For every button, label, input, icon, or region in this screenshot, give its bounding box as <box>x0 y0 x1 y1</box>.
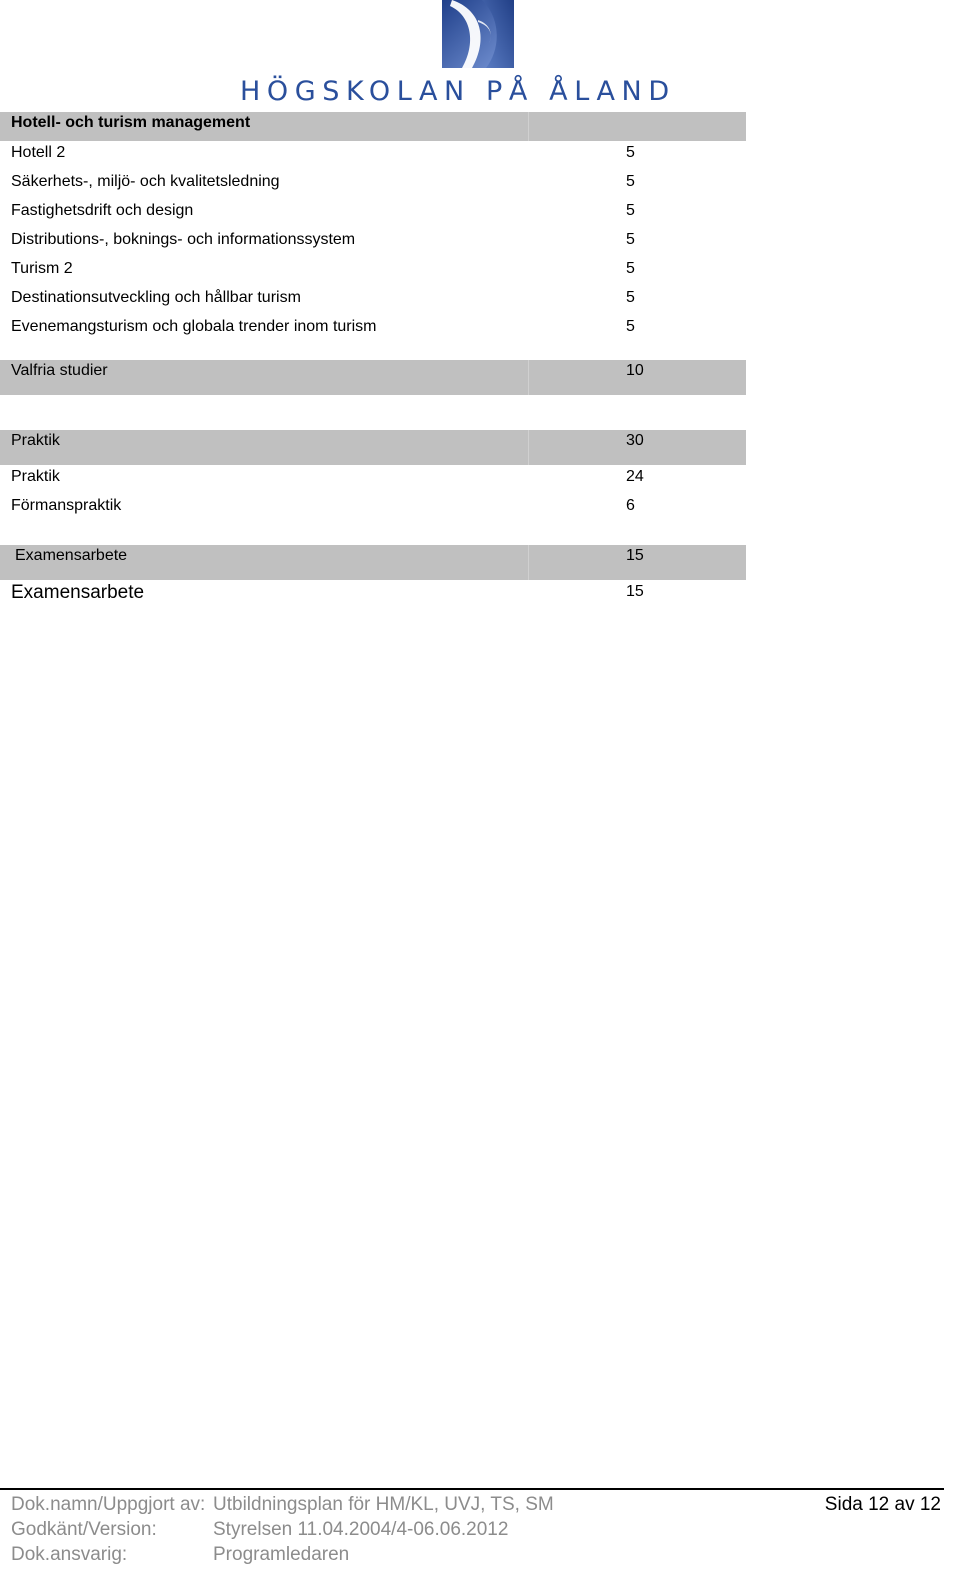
table-row <box>0 580 746 609</box>
footer-divider <box>0 1488 944 1490</box>
course-name: Fastighetsdrift och design <box>11 202 194 219</box>
course-name: Distributions-, boknings- och informationssystem <box>11 231 356 248</box>
course-name: Examensarbete <box>11 582 145 603</box>
table-row <box>0 315 746 344</box>
program-header-row <box>0 112 746 141</box>
course-name: Säkerhets-, miljö- och kvalitetsledning <box>11 173 280 190</box>
course-credits: 5 <box>626 173 635 190</box>
table-row <box>0 228 746 257</box>
course-credits: 6 <box>626 497 635 514</box>
practice-credits: 30 <box>626 432 644 449</box>
footer-value: Utbildningsplan för HM/KL, UVJ, TS, SM <box>213 1494 554 1515</box>
logo-wordmark: HÖGSKOLAN PÅ ÅLAND <box>240 76 676 107</box>
thesis-credits: 15 <box>626 547 644 564</box>
course-name: Turism 2 <box>11 260 73 277</box>
table-row <box>0 257 746 286</box>
footer-row <box>11 1494 941 1519</box>
course-name: Evenemangsturism och globala trender inom turism <box>11 318 377 335</box>
footer-row <box>11 1519 941 1544</box>
program-title: Hotell- och turism management <box>11 114 251 131</box>
footer-label: Dok.namn/Uppgjort av: <box>11 1494 206 1515</box>
school-logo <box>240 0 720 108</box>
document-footer <box>11 1494 941 1569</box>
table-row <box>0 199 746 228</box>
spacer <box>0 523 746 545</box>
elective-credits: 10 <box>626 362 644 379</box>
table-row <box>0 286 746 315</box>
spacer <box>0 395 746 430</box>
course-table <box>0 112 746 609</box>
practice-header-row <box>0 430 746 465</box>
table-row <box>0 494 746 523</box>
course-credits: 24 <box>626 468 644 485</box>
table-row <box>0 465 746 494</box>
spacer <box>0 344 746 360</box>
footer-label: Godkänt/Version: <box>11 1519 157 1540</box>
course-name: Destinationsutveckling och hållbar turism <box>11 289 301 306</box>
table-row <box>0 141 746 170</box>
elective-name: Valfria studier <box>11 362 108 379</box>
course-credits: 5 <box>626 202 635 219</box>
practice-name: Praktik <box>11 432 60 449</box>
course-credits: 5 <box>626 289 635 306</box>
elective-row <box>0 360 746 395</box>
footer-label: Dok.ansvarig: <box>11 1544 128 1565</box>
page-number: Sida 12 av 12 <box>824 1494 941 1515</box>
course-credits: 5 <box>626 318 635 335</box>
footer-row <box>11 1544 941 1569</box>
thesis-header-row <box>0 545 746 580</box>
course-name: Praktik <box>11 468 60 485</box>
course-name: Hotell 2 <box>11 144 66 161</box>
course-name: Förmanspraktik <box>11 497 122 514</box>
course-credits: 5 <box>626 260 635 277</box>
footer-value: Styrelsen 11.04.2004/4-06.06.2012 <box>213 1519 509 1540</box>
course-credits: 5 <box>626 144 635 161</box>
course-credits: 15 <box>626 583 644 600</box>
course-credits: 5 <box>626 231 635 248</box>
footer-value: Programledaren <box>213 1544 350 1565</box>
thesis-name: Examensarbete <box>15 547 128 564</box>
logo-emblem-icon <box>442 0 514 68</box>
table-row <box>0 170 746 199</box>
